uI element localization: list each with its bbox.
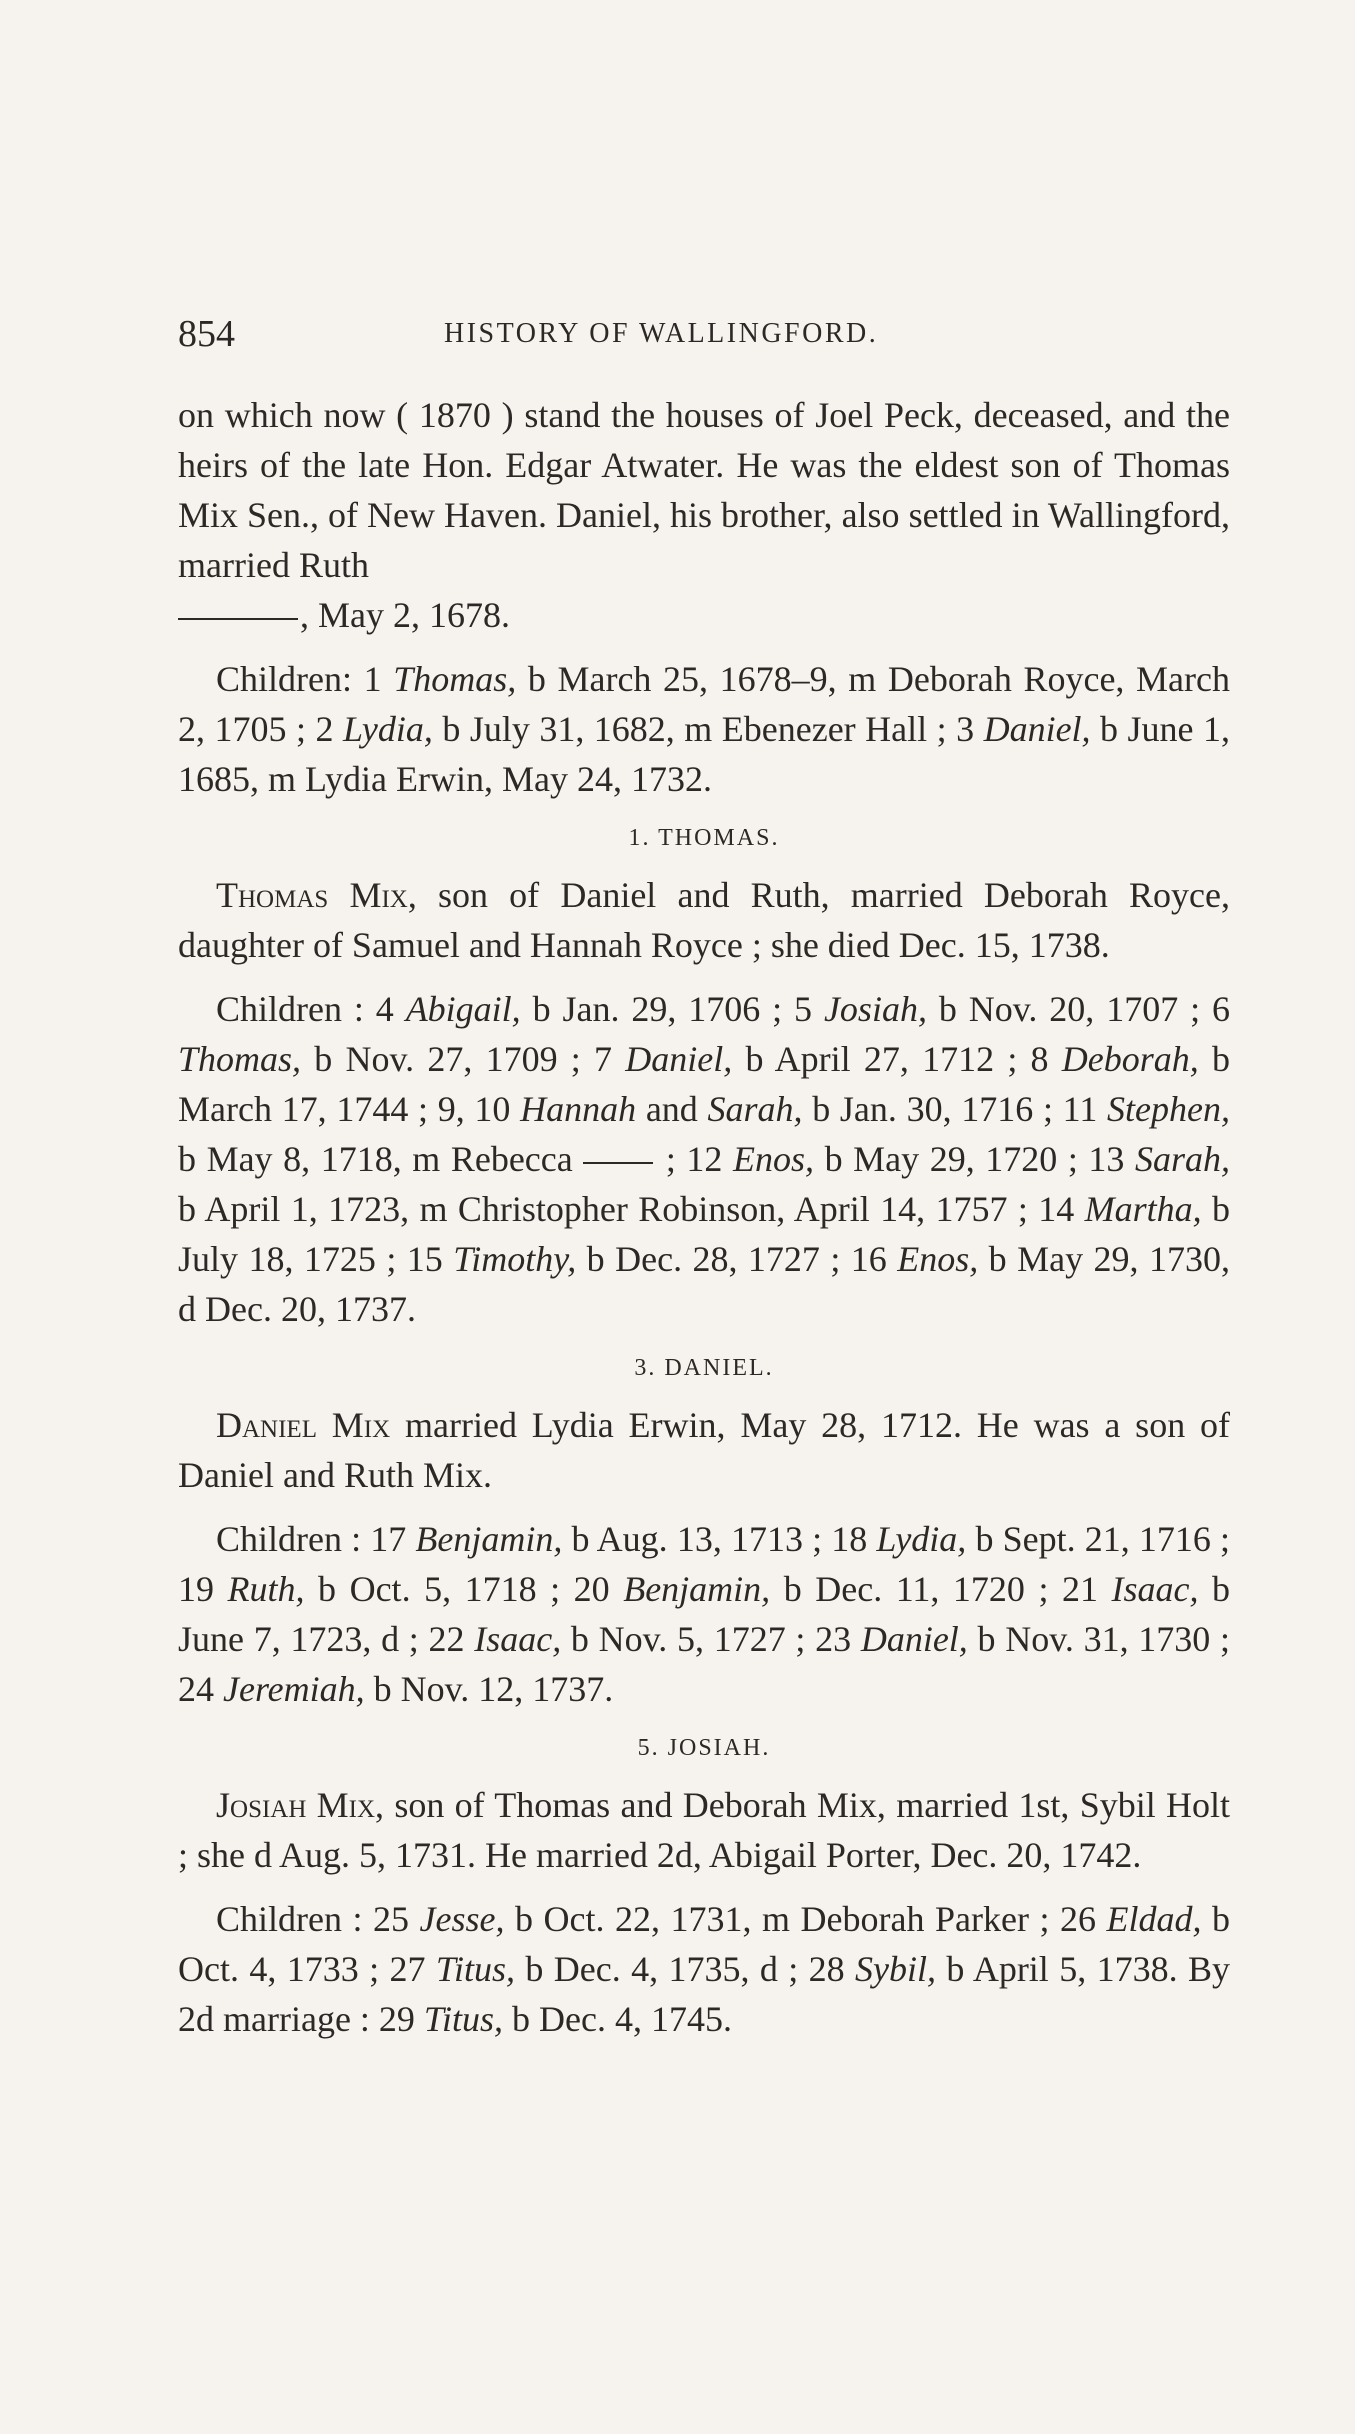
text-run: b Dec. 4, 1745. [502, 1999, 732, 2039]
section-heading: 5. JOSIAH. [637, 1735, 771, 1761]
text-run: b Oct. 22, 1731, m Deborah Parker ; 26 [504, 1899, 1107, 1939]
text-run: b May 29, 1720 ; 13 [814, 1139, 1135, 1179]
child-name: Stephen, [1107, 1089, 1230, 1129]
child-name: Ruth, [227, 1569, 305, 1609]
paragraph-continuation [178, 390, 1230, 640]
child-name: Benjamin, [415, 1519, 563, 1559]
child-name: Timothy, [453, 1239, 577, 1279]
text-run: Children : 4 [216, 989, 406, 1029]
child-name: Hannah [520, 1089, 637, 1129]
text-run: b May 29, 1730, d Dec. 20, 1737. [178, 1239, 1230, 1329]
text-run: son of Thomas and Deborah Mix, married 1st, Sybil Holt ; she d Aug. 5, 1731. He married 2d, Abigail Porter, Dec. 20, 1742. [178, 1785, 1230, 1875]
child-name: Josiah, [823, 989, 927, 1029]
section-heading: 3. DANIEL. [634, 1355, 774, 1381]
text-run: Children : 25 [216, 1899, 420, 1939]
child-name: Thomas, [393, 659, 517, 699]
text-run: b Nov. 20, 1707 ; 6 [926, 989, 1230, 1029]
biography-paragraph [178, 1400, 1230, 1500]
page-header [178, 312, 1230, 372]
text-run: b Sept. 21, 1716 ; 19 [178, 1519, 1231, 1609]
children-paragraph [178, 654, 1230, 804]
child-name: Lydia, [876, 1519, 967, 1559]
child-name: Daniel, [625, 1039, 733, 1079]
child-name: Abigail, [405, 989, 521, 1029]
child-name: Martha, [1084, 1189, 1202, 1229]
text-run: b July 18, 1725 ; 15 [178, 1189, 1231, 1279]
text-run: ; 12 [655, 1139, 733, 1179]
biography-paragraph [178, 870, 1230, 970]
paragraph-text: on which now ( 1870 ) stand the houses of Joel Peck, deceased, and the heirs of the late Hon. Edgar Atwater. He was the eldest son of Thomas Mix Sen., of New Haven. Daniel, his brother, also settled in Wallingford, married Ruth [178, 395, 1230, 585]
text-run: Children: 1 [216, 659, 394, 699]
text-run: married Lydia Erwin, May 28, 1712. He was a son of Daniel and Ruth Mix. [178, 1405, 1230, 1495]
child-name: Sybil, [855, 1949, 937, 1989]
child-name: Sarah, [707, 1089, 803, 1129]
text-run: b Oct. 5, 1718 ; 20 [304, 1569, 624, 1609]
child-name: Jesse, [419, 1899, 505, 1939]
text-run: b Dec. 11, 1720 ; 21 [770, 1569, 1112, 1609]
text-run: son of Daniel and Ruth, married Deborah Royce, daughter of Samuel and Hannah Royce ; she died Dec. 15, 1738. [178, 875, 1230, 965]
page-body [178, 390, 1230, 2058]
text-run: b Nov. 12, 1737. [364, 1669, 614, 1709]
text-run: and [636, 1089, 708, 1129]
person-name: Josiah Mix, [216, 1785, 385, 1825]
text-run: b April 27, 1712 ; 8 [732, 1039, 1062, 1079]
running-head: HISTORY OF WALLINGFORD. [444, 318, 879, 349]
children-paragraph [178, 1514, 1230, 1714]
blank-rule [583, 1162, 653, 1164]
text-run: b March 25, 1678–9, m Deborah Royce, March 2, 1705 ; 2 [178, 659, 1230, 749]
text-run: b Aug. 13, 1713 ; 18 [562, 1519, 877, 1559]
text-run: b May 8, 1718, m Rebecca [178, 1139, 584, 1179]
child-name: Jeremiah, [223, 1669, 365, 1709]
child-name: Isaac, [474, 1619, 562, 1659]
text-run: b July 31, 1682, m Ebenezer Hall ; 3 [432, 709, 984, 749]
child-name: Enos, [733, 1139, 814, 1179]
text-run: b Dec. 28, 1727 ; 16 [576, 1239, 898, 1279]
text-run: b Dec. 4, 1735, d ; 28 [514, 1949, 856, 1989]
children-paragraph [178, 984, 1230, 1334]
child-name: Daniel, [983, 709, 1091, 749]
person-name: Daniel Mix [216, 1405, 391, 1445]
biography-paragraph [178, 1780, 1230, 1880]
page-number: 854 [178, 313, 235, 355]
text-run: b April 1, 1723, m Christopher Robinson, April 14, 1757 ; 14 [178, 1189, 1085, 1229]
text-run: Children : 17 [216, 1519, 416, 1559]
blank-rule [178, 618, 298, 620]
paragraph-text-tail: , May 2, 1678. [300, 595, 510, 635]
text-run: b June 7, 1723, d ; 22 [178, 1569, 1231, 1659]
text-run: b June 1, 1685, m Lydia Erwin, May 24, 1732. [178, 709, 1230, 799]
child-name: Thomas, [178, 1039, 302, 1079]
child-name: Lydia, [342, 709, 433, 749]
child-name: Titus, [423, 1999, 503, 2039]
child-name: Eldad, [1106, 1899, 1202, 1939]
text-run: b Oct. 4, 1733 ; 27 [178, 1899, 1231, 1989]
child-name: Daniel, [860, 1619, 968, 1659]
person-name: Thomas Mix, [216, 875, 417, 915]
child-name: Titus, [435, 1949, 515, 1989]
text-run: b March 17, 1744 ; 9, 10 [178, 1039, 1230, 1129]
child-name: Enos, [897, 1239, 979, 1279]
text-run: b Jan. 29, 1706 ; 5 [520, 989, 824, 1029]
child-name: Sarah, [1134, 1139, 1230, 1179]
child-name: Isaac, [1111, 1569, 1199, 1609]
text-run: b April 5, 1738. By 2d marriage : 29 [178, 1949, 1230, 2039]
section-heading: 1. THOMAS. [628, 825, 780, 851]
text-run: b Nov. 5, 1727 ; 23 [561, 1619, 861, 1659]
child-name: Benjamin, [623, 1569, 771, 1609]
child-name: Deborah, [1061, 1039, 1199, 1079]
text-run: b Nov. 27, 1709 ; 7 [301, 1039, 626, 1079]
text-run: b Jan. 30, 1716 ; 11 [802, 1089, 1108, 1129]
text-run: b Nov. 31, 1730 ; 24 [178, 1619, 1230, 1709]
children-paragraph [178, 1894, 1230, 2044]
